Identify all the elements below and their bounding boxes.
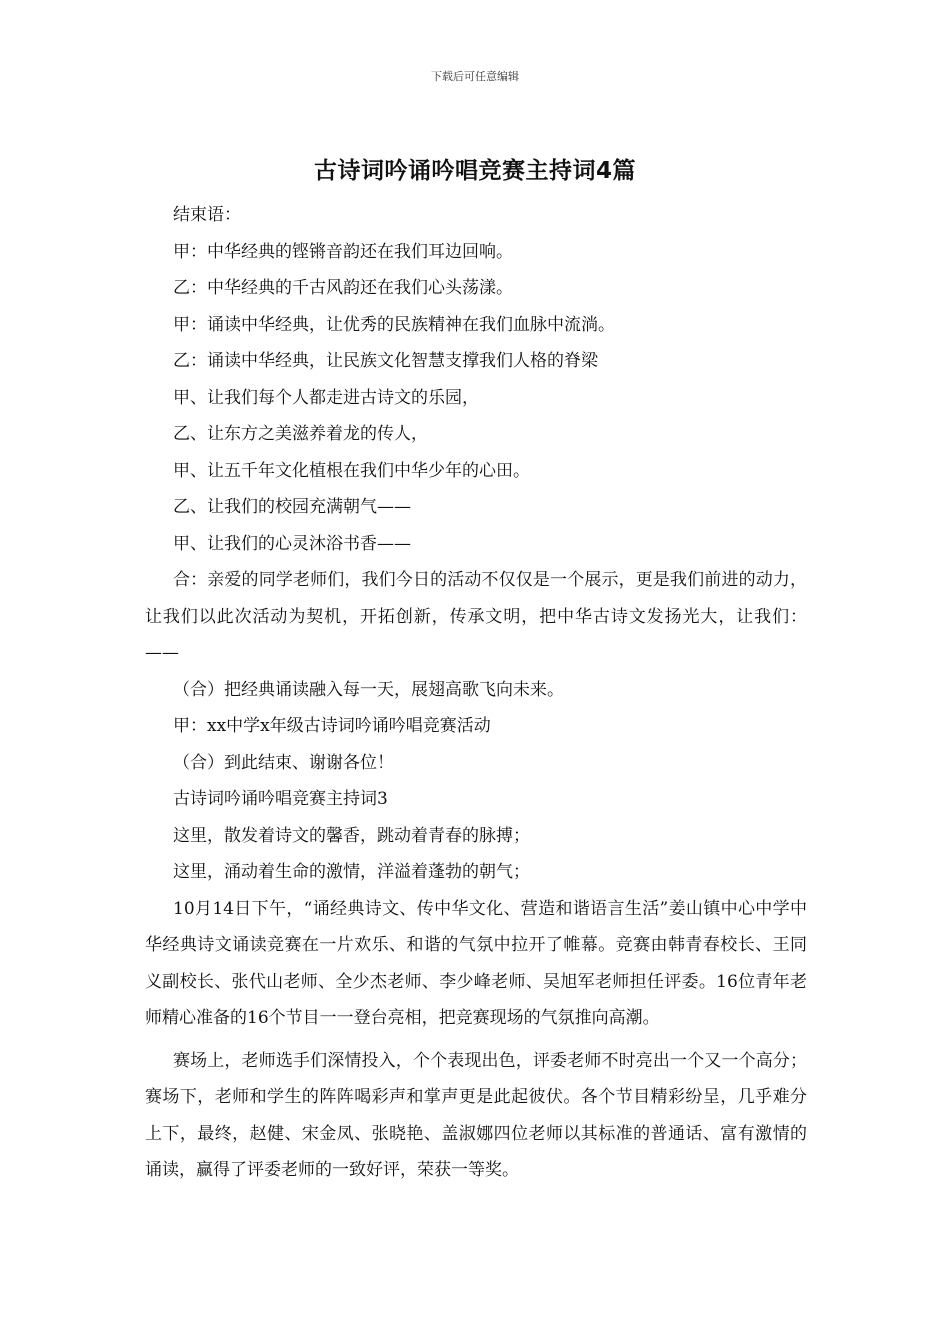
text-line: 甲、让我们每个人都走进古诗文的乐园， [173,387,479,408]
text-line: （合）把经典诵读融入每一天，展翅高歌飞向未来。 [173,679,564,700]
text-line: 甲：诵读中华经典，让优秀的民族精神在我们血脉中流淌。 [173,314,615,335]
text-line: （合）到此结束、谢谢各位！ [173,752,394,773]
paragraph-competition: 赛场上，老师选手们深情投入，个个表现出色，评委老师不时亮出一个又一个高分；赛场下，老师和学生的阵阵喝彩声和掌声更是此起彼伏。各个节目精彩纷呈，几乎难分上下，最终，赵健、宋金凤、张晓艳、盖淑娜四位老师以其标准的普通话、富有激情的诵读，赢得了评委老师的一致好评，荣获一等奖。 [145,1050,807,1180]
text-line: 乙：中华经典的千古风韵还在我们心头荡漾。 [173,278,513,298]
paragraph-october: 10月14日下午，“诵经典诗文、传中华文化、营造和谐语言生活”姜山镇中心中学中华经典诗文诵读竞赛在一片欢乐、和谐的气氛中拉开了帷幕。竞赛由韩青春校长、王同义副校长、张代山老师、全少杰老师、李少峰老师、吴旭军老师担任评委。16位青年老师精心准备的16个节目一一登台亮相，把竞赛现场的气氛推向高潮。 [145,898,807,1028]
text-line: 结束语： [173,205,241,225]
document-body [145,197,807,1189]
section-heading: 古诗词吟诵吟唱竞赛主持词3 [173,789,388,809]
document-title: 古诗词吟诵吟唱竞赛主持词4篇 [313,158,636,184]
text-line: 乙：诵读中华经典，让民族文化智慧支撑我们人格的脊梁 [173,351,598,371]
text-line: 乙、让我们的校园充满朝气—— [173,497,411,517]
text-line: 乙、让东方之美滋养着龙的传人， [173,424,428,444]
paragraph-he: 合：亲爱的同学老师们，我们今日的活动不仅仅是一个展示，更是我们前进的动力，让我们以此次活动为契机，开拓创新，传承文明，把中华古诗文发扬光大，让我们：—— [145,570,807,663]
text-line: 这里，散发着诗文的馨香，跳动着青春的脉搏； [173,825,530,846]
text-line: 甲、让我们的心灵沐浴书香—— [173,533,411,554]
text-line: 甲：xx中学x年级古诗词吟诵吟唱竞赛活动 [173,716,491,736]
text-line: 甲：中华经典的铿锵音韵还在我们耳边回响。 [173,241,513,262]
header-note: 下载后可任意编辑 [431,70,519,83]
text-line: 这里，涌动着生命的激情，洋溢着蓬勃的朝气； [173,862,530,882]
text-line: 甲、让五千年文化植根在我们中华少年的心田。 [173,460,530,481]
